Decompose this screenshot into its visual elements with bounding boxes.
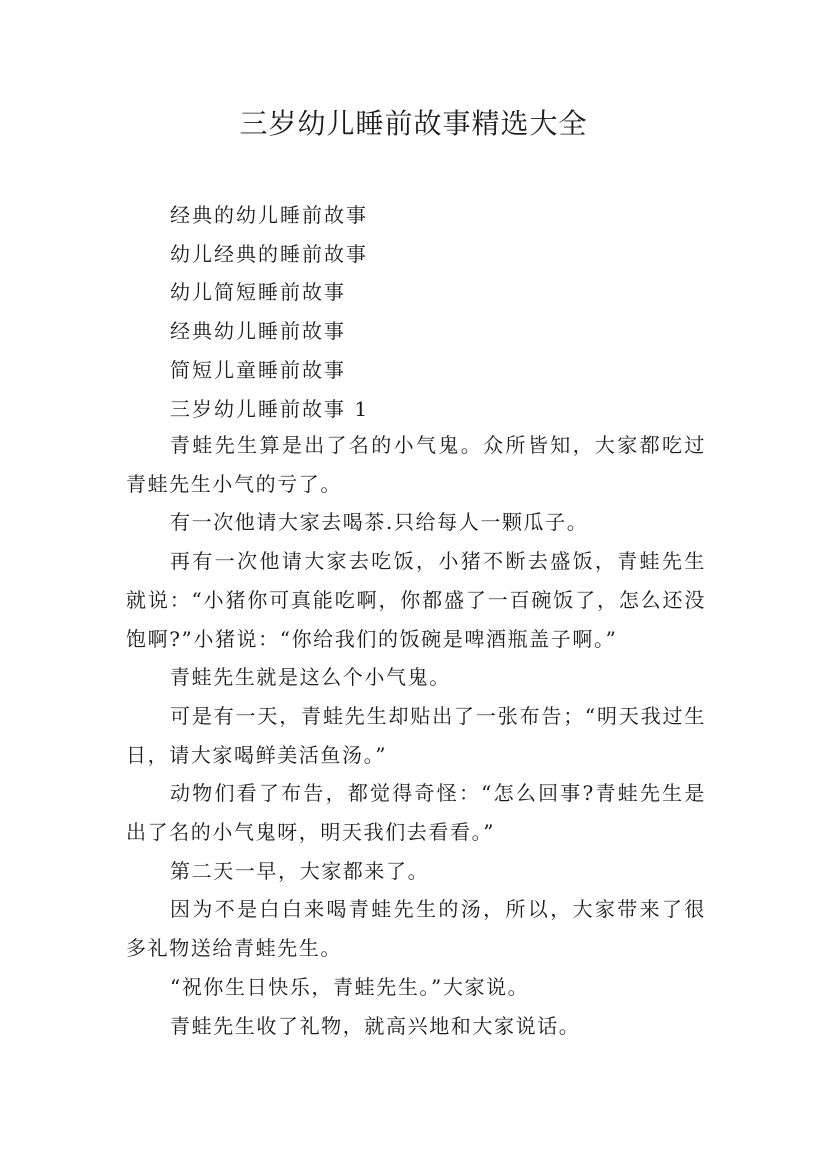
story-paragraph: 因为不是白白来喝青蛙先生的汤，所以，大家带来了很多礼物送给青蛙先生。 [126,897,706,961]
toc-item: 三岁幼儿睡前故事 1 [170,396,370,421]
toc-item: 幼儿经典的睡前故事 [170,241,368,266]
story-paragraph: 再有一次他请大家去吃饭，小猪不断去盛饭，青蛙先生就说：“小猪你可真能吃啊，你都盛了一百碗饭了，怎么还没饱啊?”小猪说：“你给我们的饭碗是啤酒瓶盖子啊。” [126,549,706,651]
story-paragraph: 可是有一天，青蛙先生却贴出了一张布告；“明天我过生日，请大家喝鲜美活鱼汤。” [126,703,706,767]
toc-item: 幼儿简短睡前故事 [170,280,346,305]
story-paragraph: 青蛙先生就是这么个小气鬼。 [170,665,451,690]
toc-item: 经典幼儿睡前故事 [170,319,346,344]
toc-item: 经典的幼儿睡前故事 [170,203,368,227]
story-paragraph: 有一次他请大家去喝茶.只给每人一颗瓜子。 [170,510,589,535]
toc-item: 简短儿童睡前故事 [170,357,346,382]
story-paragraph: 青蛙先生收了礼物，就高兴地和大家说话。 [170,1013,581,1038]
document-title: 三岁幼儿睡前故事精选大全 [239,107,588,140]
story-paragraph: 第二天一早，大家都来了。 [170,858,430,883]
story-paragraph: 青蛙先生算是出了名的小气鬼。众所皆知，大家都吃过青蛙先生小气的亏了。 [126,433,706,496]
story-paragraph: “祝你生日快乐，青蛙先生。”大家说。 [170,974,530,999]
table-of-contents [170,196,369,428]
story-paragraph: 动物们看了布告，都觉得奇怪：“怎么回事?青蛙先生是出了名的小气鬼呀，明天我们去看看。” [126,781,706,845]
story-body [126,426,706,1045]
